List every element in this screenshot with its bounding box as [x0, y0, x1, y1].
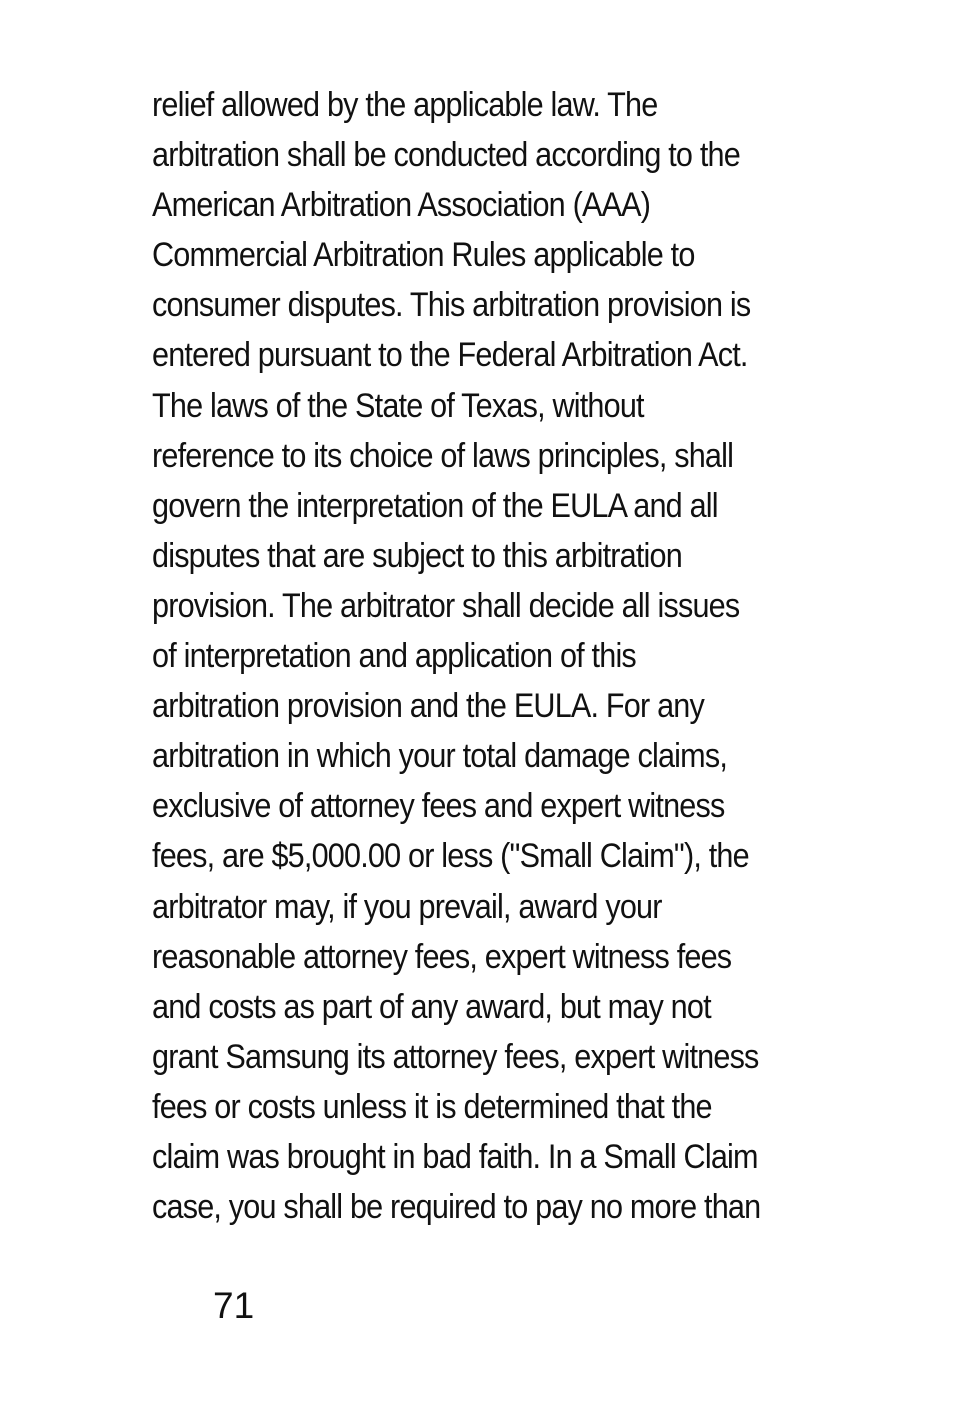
text-line: provision. The arbitrator shall decide all issues	[152, 586, 740, 625]
text-line: arbitration in which your total damage claims,	[152, 737, 728, 776]
text-line: grant Samsung its attorney fees, expert witness	[152, 1037, 759, 1076]
text-line: American Arbitration Association (AAA)	[152, 186, 651, 225]
text-line: arbitration provision and the EULA. For any	[152, 687, 704, 726]
text-line: arbitration shall be conducted according to the	[152, 136, 740, 175]
text-line: case, you shall be required to pay no more than	[152, 1188, 761, 1227]
text-line: disputes that are subject to this arbitration	[152, 536, 682, 575]
text-line: entered pursuant to the Federal Arbitration Act.	[152, 336, 748, 375]
text-line: relief allowed by the applicable law. The	[152, 86, 658, 124]
text-line: fees or costs unless it is determined that the	[152, 1087, 712, 1126]
text-line: of interpretation and application of this	[152, 637, 636, 676]
text-line: The laws of the State of Texas, without	[152, 386, 644, 425]
text-line: Commercial Arbitration Rules applicable to	[152, 236, 695, 275]
text-line: and costs as part of any award, but may not	[152, 987, 711, 1026]
page-number: 71	[213, 1285, 255, 1326]
text-line: govern the interpretation of the EULA and all	[152, 486, 718, 525]
text-line: consumer disputes. This arbitration provision is	[152, 286, 751, 325]
text-line: exclusive of attorney fees and expert witness	[152, 787, 725, 826]
text-line: arbitrator may, if you prevail, award your	[152, 887, 662, 926]
text-line: reasonable attorney fees, expert witness fees	[152, 937, 732, 976]
text-line: claim was brought in bad faith. In a Small Claim	[152, 1137, 758, 1176]
text-line: fees, are $5,000.00 or less ("Small Claim"), the	[152, 837, 749, 876]
text-line: reference to its choice of laws principles, shall	[152, 436, 734, 475]
body-text	[152, 80, 800, 1232]
